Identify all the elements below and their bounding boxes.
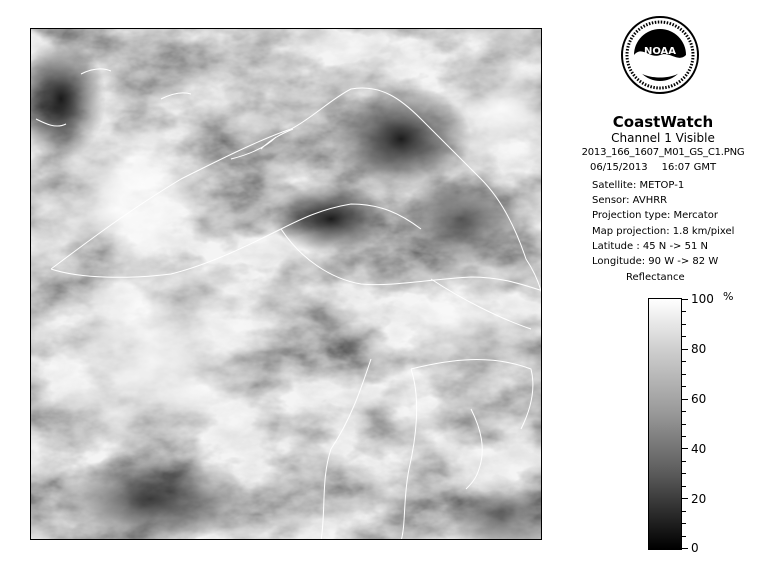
colorbar-tick: [682, 448, 688, 449]
legend-label-0: 0: [691, 541, 699, 555]
colorbar-tick: [682, 361, 686, 362]
colorbar-tick: [682, 436, 686, 437]
metadata-block: [592, 178, 734, 269]
colorbar-tick: [682, 424, 686, 425]
colorbar-tick: [682, 523, 686, 524]
colorbar-tick: [682, 473, 686, 474]
legend-title: Reflectance: [626, 272, 685, 283]
legend-label-80: 80: [691, 342, 707, 356]
time-text: 16:07 GMT: [661, 162, 717, 173]
legend-label-60: 60: [691, 392, 707, 406]
colorbar-tick: [682, 386, 686, 387]
page-title: CoastWatch: [612, 113, 714, 131]
colorbar-tick: [682, 311, 686, 312]
colorbar-tick: [682, 548, 688, 549]
legend-unit: %: [723, 290, 734, 303]
channel-subtitle: Channel 1 Visible: [611, 131, 715, 145]
legend-label-40: 40: [691, 442, 707, 456]
legend-label-100: 100: [691, 292, 714, 306]
colorbar-tick: [682, 374, 686, 375]
noaa-logo-icon: [620, 15, 700, 95]
colorbar-tick: [682, 336, 686, 337]
latitude-text: Latitude : 45 N -> 51 N: [592, 240, 708, 252]
colorbar-tick: [682, 349, 688, 350]
file-name: 2013_166_1607_M01_GS_C1.PNG: [581, 147, 745, 158]
satellite-image-svg: [31, 29, 542, 540]
colorbar-tick: [682, 486, 686, 487]
satellite-text: Satellite: METOP-1: [592, 180, 685, 191]
satellite-image: [30, 28, 542, 540]
sensor-text: Sensor: AVHRR: [592, 195, 668, 207]
date-time: [590, 162, 716, 173]
projection-type-text: Projection type: Mercator: [592, 210, 718, 222]
colorbar-tick: [682, 324, 686, 325]
svg-text:NOAA: NOAA: [643, 46, 677, 57]
colorbar-tick: [682, 536, 686, 537]
colorbar-tick: [682, 411, 686, 412]
longitude-text: Longitude: 90 W -> 82 W: [592, 256, 719, 268]
colorbar-tick: [682, 399, 688, 400]
colorbar-tick: [682, 461, 686, 462]
date-text: 06/15/2013: [590, 162, 648, 173]
legend-label-20: 20: [691, 492, 707, 506]
map-projection-text: Map projection: 1.8 km/pixel: [592, 225, 735, 237]
colorbar-tick: [682, 498, 688, 499]
colorbar-tick: [682, 299, 688, 300]
colorbar-tick: [682, 511, 686, 512]
reflectance-colorbar: [648, 298, 682, 550]
